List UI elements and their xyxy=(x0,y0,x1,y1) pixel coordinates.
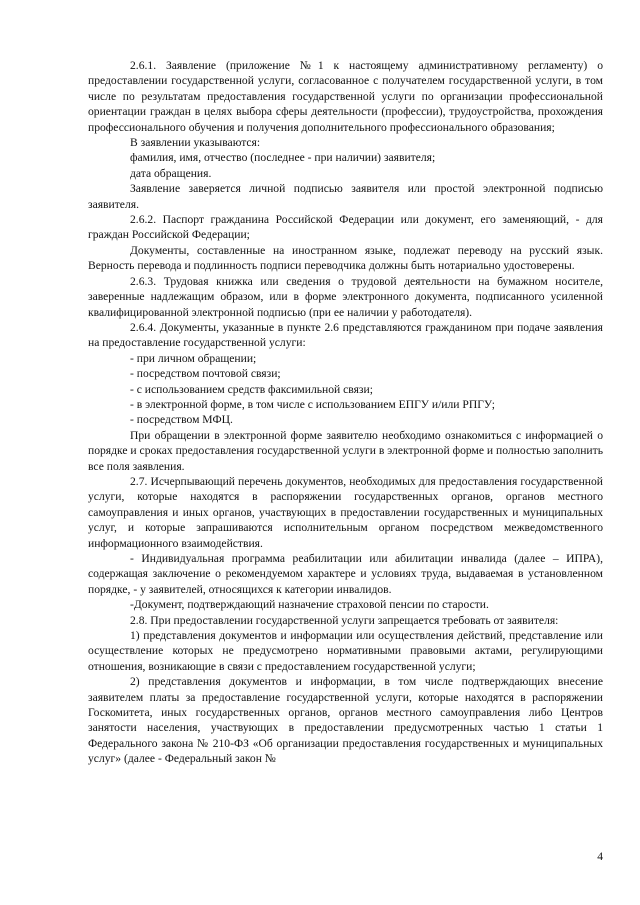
paragraph-foreign-documents: Документы, составленные на иностранном языке, подлежат переводу на русский язык. Верность перевода и подлинность подписи переводчика должны быть нотариально удостоверены. xyxy=(88,243,603,273)
paragraph-2-6-1: 2.6.1. Заявление (приложение №1 к настоящему административному регламенту) о предоставлении государственной услуги, согласованное с получателем государственной услуги, в том числе по результатам предоставления государственной услуги по организации профессиональной ориентации граждан в целях выбора сферы деятельности (профессии), трудоустройства, прохождения профессионального обучения и получения дополнительного профессионального образования; xyxy=(88,59,603,134)
paragraph-2-8-2: 2) представления документов и информации, в том числе подтверждающих внесение заявителем платы за предоставление государственной услуги, которые находятся в распоряжении Госкомитета, иных государственных органов, органов местного самоуправления либо Центров занятости населения, участвующих в предоставлении предусмотренных частью 1 статьи 1 Федерального закона № 210-ФЗ «Об организации предоставления государственных и муниципальных услуг» (далее - Федеральный закон № xyxy=(88,675,603,766)
paragraph-2-8: 2.8. При предоставлении государственной услуги запрещается требовать от заявителя: xyxy=(130,613,559,627)
paragraph-electronic-form: При обращении в электронной форме заявителю необходимо ознакомиться с информацией о порядке и сроках предоставления государственной услуги в электронной форме и полностью заполнить все поля заявления. xyxy=(88,428,603,473)
page-number: 4 xyxy=(597,850,603,863)
paragraph-date: дата обращения. xyxy=(130,166,212,180)
paragraph-2-6-2: 2.6.2. Паспорт гражданина Российской Федерации или документ, его заменяющий, - для граждан Российской Федерации; xyxy=(88,213,603,242)
paragraph-application-contents: В заявлении указываются: xyxy=(130,136,261,150)
list-item-electronic: - в электронной форме, в том числе с использованием ЕПГУ и/или РПГУ; xyxy=(130,397,495,411)
list-item-in-person: - при личном обращении; xyxy=(130,351,257,365)
paragraph-signature: Заявление заверяется личной подписью заявителя или простой электронной подписью заявителя. xyxy=(88,182,603,211)
paragraph-2-6-4: 2.6.4. Документы, указанные в пункте 2.6 представляются гражданином при подаче заявления на предоставление государственной услуги: xyxy=(88,320,603,350)
paragraph-2-7: 2.7. Исчерпывающий перечень документов, необходимых для предоставления государственной услуги, которые находятся в распоряжении государственных органов, органов местного самоуправления и иных органов, участвующих в предоставлении государственных и муниципальных услуг, и которые запрашиваются исполнительным органом посредством межведомственного информационного взаимодействия. xyxy=(88,474,603,550)
list-item-fax: - с использованием средств факсимильной связи; xyxy=(130,382,373,396)
list-item-mfc: - посредством МФЦ. xyxy=(130,413,233,427)
list-item-post: - посредством почтовой связи; xyxy=(130,367,281,381)
paragraph-2-8-1: 1) представления документов и информации или осуществления действий, представление или осуществление которых не предусмотрено нормативными правовыми актами, регулирующими отношения, возникающие в связи с предоставлением государственной услуги; xyxy=(88,629,603,673)
paragraph-2-6-3: 2.6.3. Трудовая книжка или сведения о трудовой деятельности на бумажном носителе, заверенные надлежащим образом, или в форме электронного документа, подписанного усиленной квалифицированной электронной подписью (при ее наличии у работодателя). xyxy=(88,274,603,319)
paragraph-full-name: фамилия, имя, отчество (последнее - при наличии) заявителя; xyxy=(130,151,436,165)
paragraph-pension-document: -Документ, подтверждающий назначение страховой пенсии по старости. xyxy=(130,598,489,612)
paragraph-ipra: - Индивидуальная программа реабилитации или абилитации инвалида (далее – ИПРА), содержащая заключение о рекомендуемом характере и условиях труда, выдаваемая в установленном порядке, - у заявителей, относящихся к категории инвалидов. xyxy=(88,552,603,596)
page-body xyxy=(88,58,603,767)
